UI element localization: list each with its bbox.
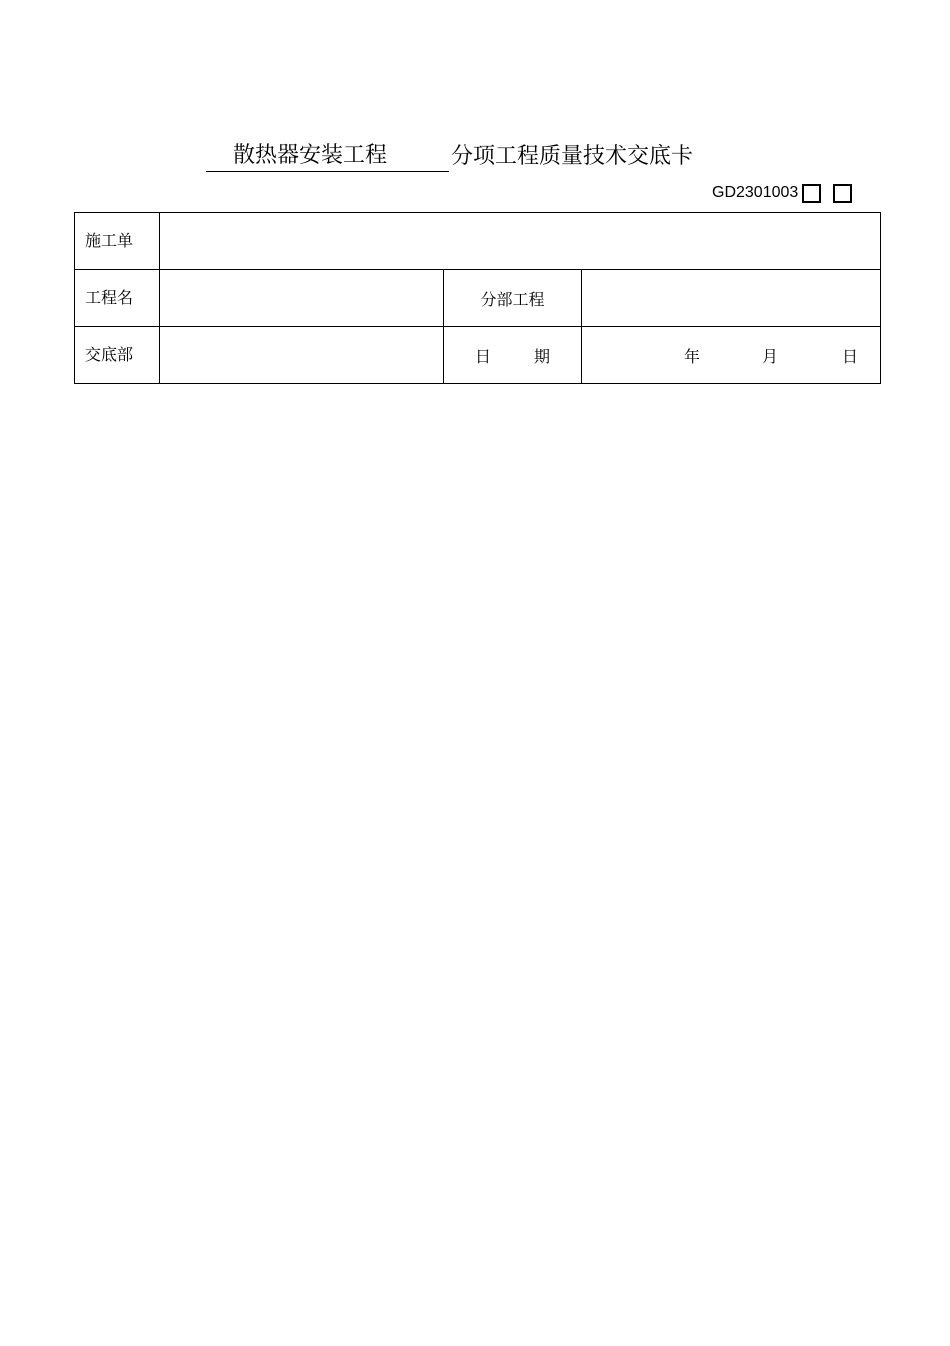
construction-unit-label: 施工单 bbox=[75, 213, 160, 270]
document-title bbox=[206, 140, 693, 172]
date-day-label: 日 bbox=[842, 346, 859, 366]
date-year-label: 年 bbox=[683, 346, 700, 366]
handover-dept-label: 交底部 bbox=[75, 327, 160, 384]
project-name-field[interactable] bbox=[160, 270, 444, 327]
project-name-label: 工程名 bbox=[75, 270, 160, 327]
table-row bbox=[75, 327, 881, 384]
handover-dept-field[interactable] bbox=[160, 327, 444, 384]
code-checkbox-1[interactable] bbox=[802, 184, 821, 203]
document-code-text: GD2301003 bbox=[712, 184, 799, 201]
sub-project-label: 分部工程 bbox=[444, 270, 582, 327]
document-code bbox=[712, 180, 852, 206]
date-label-char-2: 期 bbox=[534, 346, 551, 366]
construction-unit-field[interactable] bbox=[160, 213, 881, 270]
table-row bbox=[75, 270, 881, 327]
info-table bbox=[74, 212, 881, 384]
date-month-label: 月 bbox=[761, 346, 778, 366]
table-row bbox=[75, 213, 881, 270]
date-label bbox=[444, 327, 582, 384]
title-suffix: 分项工程质量技术交底卡 bbox=[451, 144, 694, 169]
code-checkbox-2[interactable] bbox=[833, 184, 852, 203]
title-project-name: 散热器安装工程 bbox=[206, 141, 449, 172]
sub-project-field[interactable] bbox=[582, 270, 881, 327]
date-label-char-1: 日 bbox=[474, 346, 491, 366]
date-field[interactable] bbox=[582, 327, 881, 384]
